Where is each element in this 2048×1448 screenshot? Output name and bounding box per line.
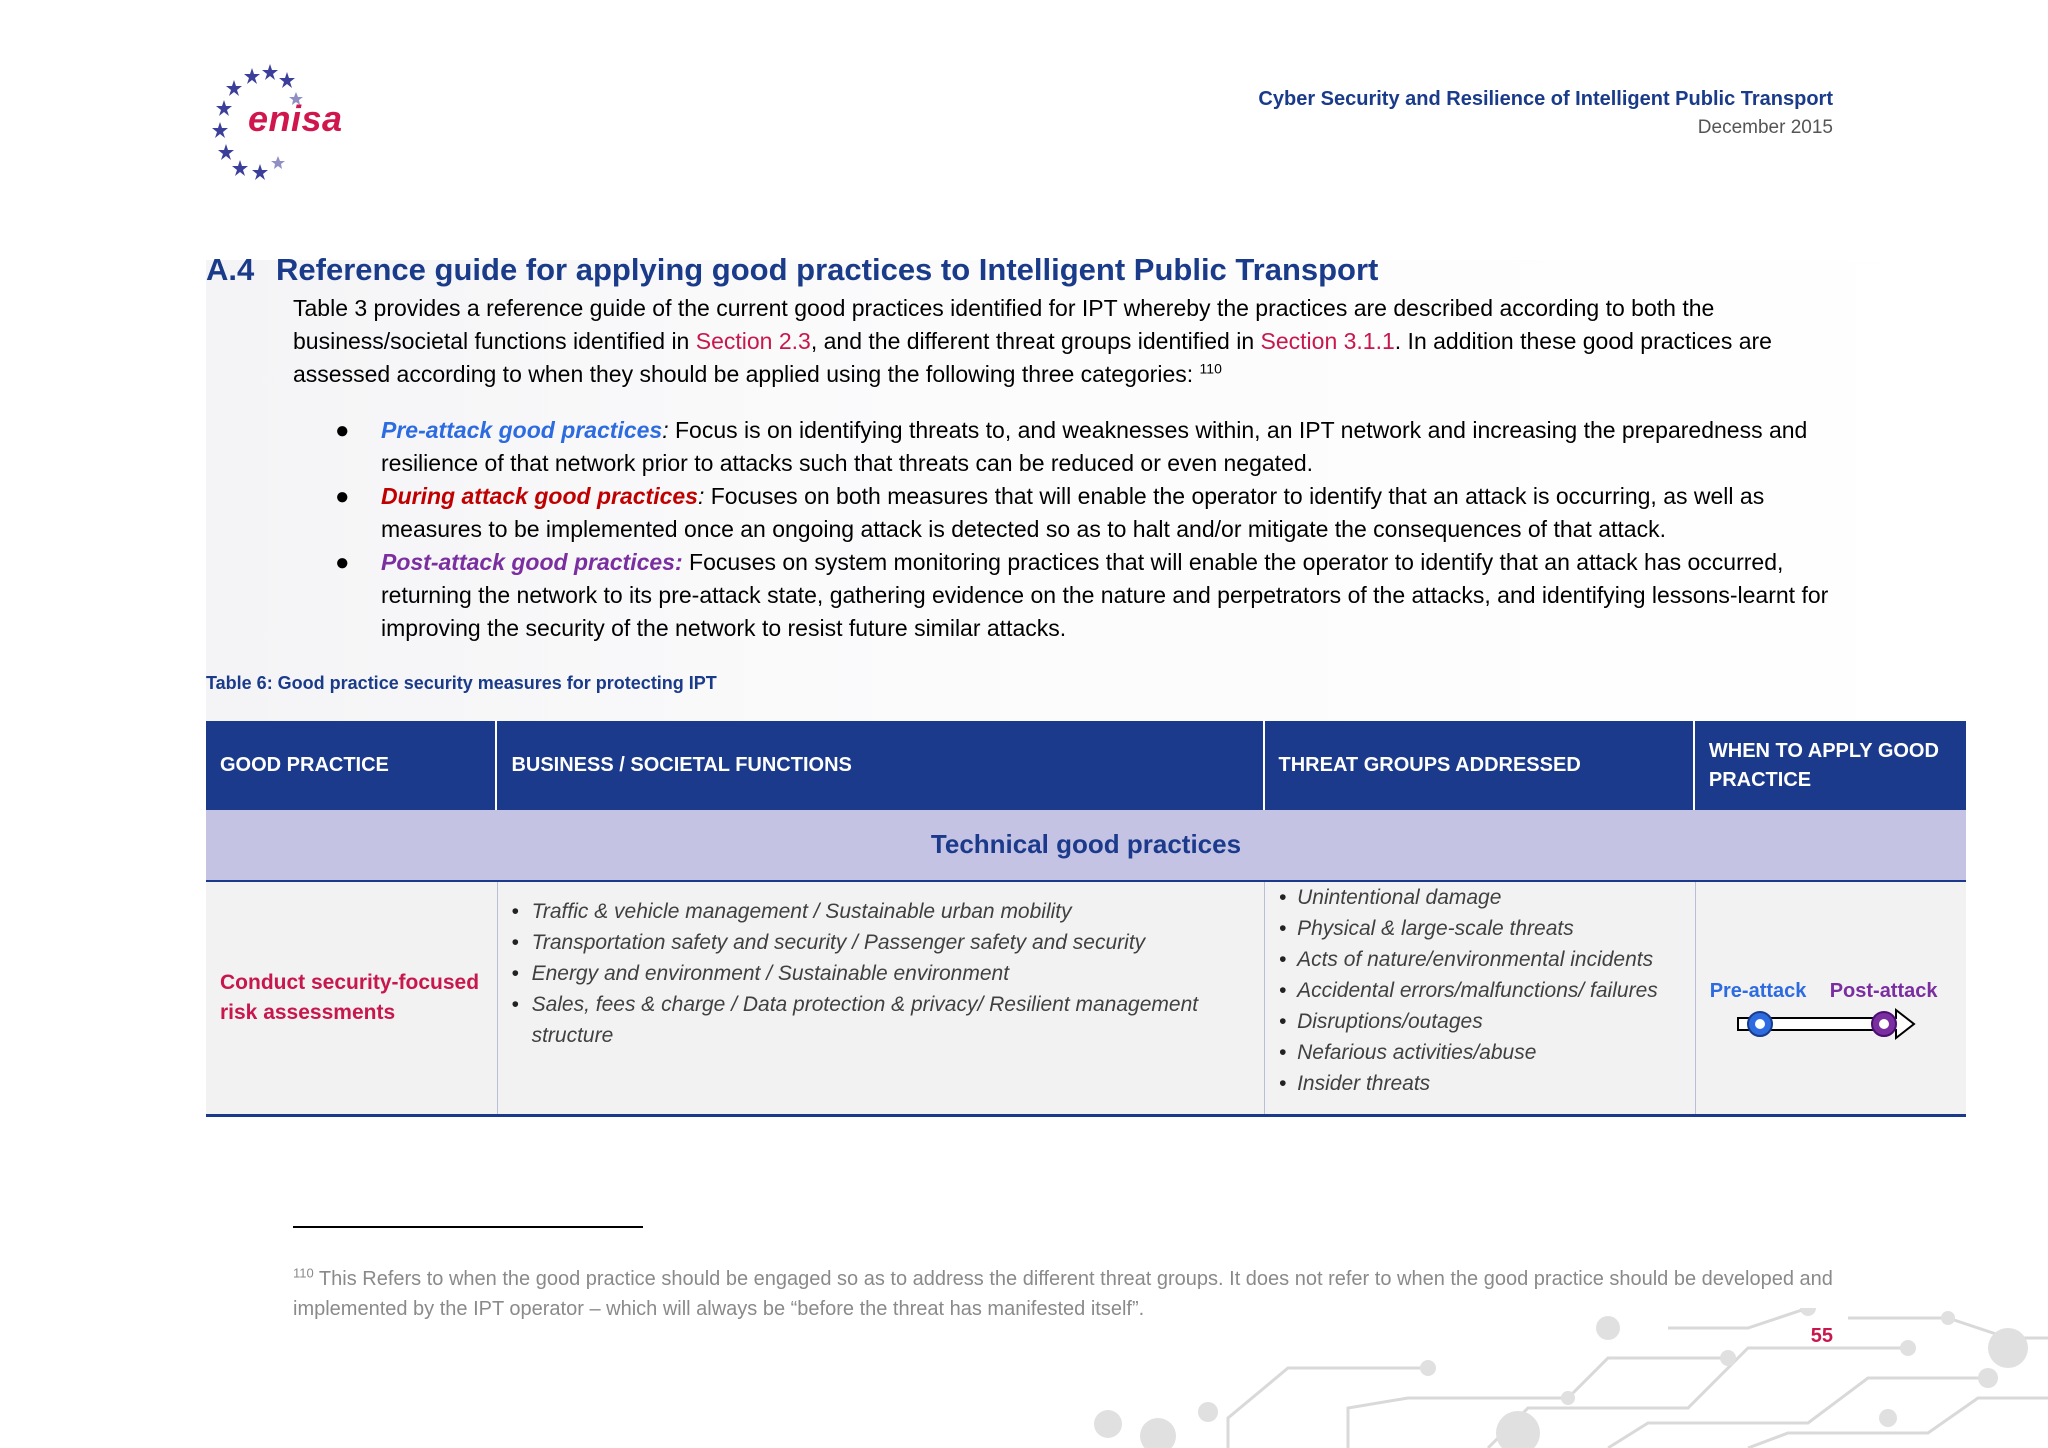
pre-attack-term: Pre-attack good practices xyxy=(381,417,663,443)
intro-text-1: Table 3 provides a reference guide of the current good practices identified for IPT whereby the practices are described according to both the business/societal functions identified in xyxy=(293,295,1715,354)
intro-paragraph xyxy=(293,292,1843,391)
section-3-1-1-link[interactable]: Section 3.1.1 xyxy=(1260,328,1395,354)
intro-text-3: . In addition these good practices are assessed according to when they should be applied using the following three categories: xyxy=(293,328,1772,387)
list-item xyxy=(293,480,1853,546)
column-header: WHEN TO APPLY GOOD PRACTICE xyxy=(1708,739,1939,791)
timeline-arrow-icon xyxy=(1736,1006,1936,1042)
list-item: • Transportation safety and security / Passenger safety and security xyxy=(512,927,1251,958)
document-date: December 2015 xyxy=(1697,117,1833,138)
section-heading xyxy=(206,252,1378,288)
column-header: BUSINESS / SOCIETAL FUNCTIONS xyxy=(497,721,1264,810)
bullet-text: Focus is on identifying threats to, and weaknesses within, an IPT network and increasing the preparedness and resilience of that network prior to attacks such that threats can be reduced or even negated. xyxy=(381,417,1808,476)
list-item: • Energy and environment / Sustainable environment xyxy=(512,958,1251,989)
post-attack-term: Post-attack good practices: xyxy=(381,549,683,575)
footnote-number: 110 xyxy=(293,1265,314,1281)
post-attack-label: Post-attack xyxy=(1829,980,1938,1002)
section-number: A.4 xyxy=(206,252,255,287)
list-item: • Sales, fees & charge / Data protection & privacy/ Resilient management structure xyxy=(512,989,1251,1051)
list-item: • Disruptions/outages xyxy=(1279,1006,1681,1037)
list-item: • Accidental errors/malfunctions/ failures xyxy=(1279,975,1681,1006)
intro-text-2: , and the different threat groups identified in xyxy=(810,328,1261,354)
bullet-colon: : xyxy=(697,483,705,509)
practice-cell: Conduct security-focused risk assessments xyxy=(206,882,498,1114)
table-subheading: Technical good practices xyxy=(206,810,1966,882)
when-to-apply-cell xyxy=(1696,882,1966,1114)
bullet-icon: ● xyxy=(335,417,350,444)
list-item xyxy=(293,546,1853,645)
footnote-text: This Refers to when the good practice should be engaged so as to address the different threat groups. It does not refer to when the good practice should be developed and implemented by the IPT operator – which will always be “before the threat has manifested itself”. xyxy=(293,1268,1833,1320)
column-header: THREAT GROUPS ADDRESSED xyxy=(1265,721,1695,810)
pre-attack-label: Pre-attack xyxy=(1709,980,1807,1002)
list-item: • Physical & large-scale threats xyxy=(1279,913,1681,944)
column-header: GOOD PRACTICE xyxy=(206,721,497,810)
enisa-logo-text: enisa xyxy=(248,98,343,139)
list-item: • Nefarious activities/abuse xyxy=(1279,1037,1681,1068)
bullet-icon: ● xyxy=(335,549,350,576)
during-attack-term: During attack good practices xyxy=(381,483,698,509)
list-item: • Traffic & vehicle management / Sustainable urban mobility xyxy=(512,896,1251,927)
list-item: • Insider threats xyxy=(1279,1068,1681,1099)
good-practice-table xyxy=(206,721,1966,1117)
threats-cell xyxy=(1265,882,1696,1114)
list-item: • Acts of nature/environmental incidents xyxy=(1279,944,1681,975)
table-caption: Table 6: Good practice security measures for protecting IPT xyxy=(206,673,717,693)
bullet-colon: : xyxy=(662,417,669,443)
circuit-decoration-icon xyxy=(1048,1308,2048,1448)
section-title: Reference guide for applying good practices to Intelligent Public Transport xyxy=(276,252,1379,287)
page-number: 55 xyxy=(1810,1325,1833,1347)
footnote-ref[interactable]: 110 xyxy=(1199,360,1222,377)
section-2-3-link[interactable]: Section 2.3 xyxy=(695,328,811,354)
list-item: • Unintentional damage xyxy=(1279,882,1681,913)
table-row xyxy=(206,882,1966,1117)
attack-categories-list xyxy=(293,414,1853,645)
footnote-divider xyxy=(293,1226,643,1228)
bullet-text: Focuses on both measures that will enable the operator to identify that an attack is occurring, as well as measures to be implemented once an ongoing attack is detected so as to halt and/or mitigate the consequences of that attack. xyxy=(381,483,1765,542)
table-header-row xyxy=(206,721,1966,810)
list-item xyxy=(293,414,1853,480)
document-title: Cyber Security and Resilience of Intelligent Public Transport xyxy=(1258,88,1833,110)
functions-cell xyxy=(498,882,1266,1114)
bullet-icon: ● xyxy=(335,483,350,510)
bullet-text: Focuses on system monitoring practices that will enable the operator to identify that an attack has occurred, returning the network to its pre-attack state, gathering evidence on the nature and perpetrators of the attacks, and identifying lessons-learnt for improving the security of the network to resist future similar attacks. xyxy=(381,549,1829,641)
